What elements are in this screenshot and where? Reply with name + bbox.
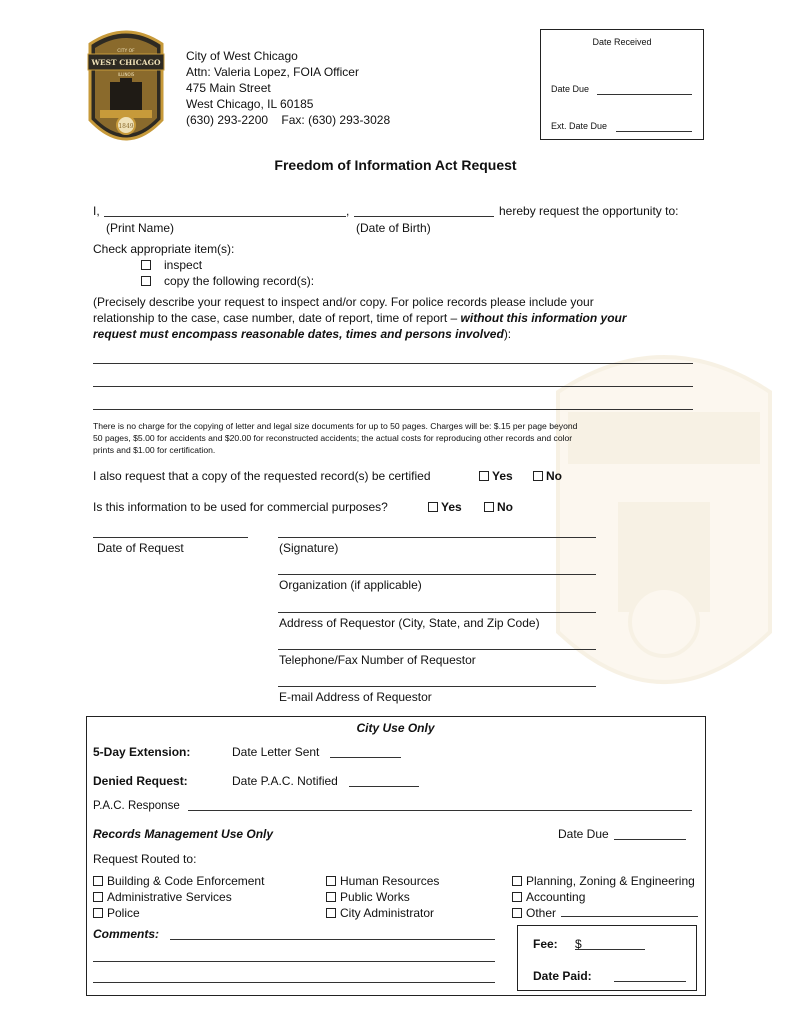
charges-text	[93, 420, 713, 456]
dept-admin-checkbox[interactable]	[93, 892, 103, 902]
describe-text	[93, 295, 713, 341]
certified-yes[interactable]	[479, 469, 513, 483]
dept-other-checkbox[interactable]	[512, 908, 522, 918]
dept-public-works-checkbox[interactable]	[326, 892, 336, 902]
signature-field[interactable]	[278, 537, 596, 538]
received-box	[540, 29, 704, 140]
dept-planning[interactable]	[512, 874, 695, 888]
certified-yes-checkbox[interactable]	[479, 471, 489, 481]
ext-date-due-field[interactable]	[616, 131, 692, 132]
pac-notified-field[interactable]	[349, 786, 419, 787]
dob-label: (Date of Birth)	[356, 221, 431, 235]
dept-admin-label: Administrative Services	[107, 890, 232, 904]
dept-accounting-checkbox[interactable]	[512, 892, 522, 902]
dept-public-works-label: Public Works	[340, 890, 410, 904]
inspect-label: inspect	[164, 258, 203, 272]
date-due-field[interactable]	[597, 94, 692, 95]
dept-building-label: Building & Code Enforcement	[107, 874, 265, 888]
certified-no-checkbox[interactable]	[533, 471, 543, 481]
check-label: Check appropriate item(s):	[93, 242, 235, 256]
charges-line2: 50 pages, $5.00 for accidents and $20.00 for reconstructed accidents; the actual costs for reproducing other records and color	[93, 433, 573, 443]
watermark-logo	[548, 332, 780, 712]
copy-label: copy the following record(s):	[164, 274, 315, 288]
certified-no-label: No	[546, 469, 562, 483]
dept-other-field[interactable]	[561, 916, 698, 917]
pac-notified-label: Date P.A.C. Notified	[232, 774, 338, 788]
describe-line1: (Precisely describe your request to inspect and/or copy. For police records please include your	[93, 295, 594, 309]
request-comma: ,	[346, 204, 350, 218]
date-paid-field[interactable]	[614, 981, 686, 982]
dept-other[interactable]	[512, 906, 695, 920]
dept-other-label: Other	[526, 906, 557, 920]
date-due-label: Date Due	[551, 84, 590, 94]
describe-line2b: without this information your	[460, 311, 627, 325]
certified-yes-label: Yes	[492, 469, 513, 483]
certified-no[interactable]	[533, 469, 562, 483]
logo-line1: CITY OF	[117, 49, 135, 54]
records-heading: Records Management Use Only	[93, 827, 274, 841]
dept-hr-checkbox[interactable]	[326, 876, 336, 886]
description-line-2[interactable]	[93, 386, 693, 387]
dept-planning-checkbox[interactable]	[512, 876, 522, 886]
dept-col-1	[93, 874, 264, 920]
commercial-question: Is this information to be used for commercial purposes?	[93, 500, 388, 514]
copy-option[interactable]	[141, 274, 314, 288]
dept-accounting[interactable]	[512, 890, 695, 904]
request-suffix: hereby request the opportunity to:	[499, 204, 679, 218]
ext-date-due-label: Ext. Date Due	[551, 121, 608, 131]
request-prefix: I,	[93, 204, 100, 218]
inspect-option[interactable]	[141, 258, 202, 272]
dept-building[interactable]	[93, 874, 264, 888]
fee-field[interactable]	[575, 949, 645, 950]
dept-public-works[interactable]	[326, 890, 439, 904]
dept-police[interactable]	[93, 906, 264, 920]
describe-line3b: ):	[503, 327, 512, 341]
copy-checkbox[interactable]	[141, 276, 151, 286]
dept-col-3	[512, 874, 695, 920]
pac-response-label: P.A.C. Response	[93, 800, 180, 812]
dept-col-2	[326, 874, 439, 920]
dept-building-checkbox[interactable]	[93, 876, 103, 886]
pac-response-field[interactable]	[188, 810, 692, 811]
date-of-request-label: Date of Request	[97, 541, 184, 555]
telephone-label: Telephone/Fax Number of Requestor	[279, 653, 476, 667]
comments-line-2[interactable]	[93, 961, 495, 962]
comments-line-3[interactable]	[93, 982, 495, 983]
telephone-field[interactable]	[278, 649, 596, 650]
address-label: Address of Requestor (City, State, and Zip Code)	[279, 616, 540, 630]
email-field[interactable]	[278, 686, 596, 687]
address-street: 475 Main Street	[186, 81, 271, 95]
dept-police-checkbox[interactable]	[93, 908, 103, 918]
email-label: E-mail Address of Requestor	[279, 690, 432, 704]
signature-label: (Signature)	[279, 541, 339, 555]
dept-city-admin[interactable]	[326, 906, 439, 920]
date-paid-label: Date Paid:	[533, 969, 592, 983]
commercial-yes-label: Yes	[441, 500, 462, 514]
dept-accounting-label: Accounting	[526, 890, 586, 904]
inspect-checkbox[interactable]	[141, 260, 151, 270]
extension-label: 5-Day Extension:	[93, 745, 191, 759]
certified-question: I also request that a copy of the requested record(s) be certified	[93, 469, 431, 483]
commercial-no-checkbox[interactable]	[484, 502, 494, 512]
commercial-yes[interactable]	[428, 500, 462, 514]
letter-sent-field[interactable]	[330, 757, 401, 758]
fee-label: Fee:	[533, 937, 558, 951]
commercial-yes-checkbox[interactable]	[428, 502, 438, 512]
fee-value: $	[575, 937, 582, 951]
address-city-state-zip: West Chicago, IL 60185	[186, 97, 314, 111]
commercial-no-label: No	[497, 500, 513, 514]
city-logo	[86, 24, 166, 148]
organization-field[interactable]	[278, 574, 596, 575]
describe-line3a: request must encompass reasonable dates, times and persons involved	[93, 327, 504, 341]
records-date-due-field[interactable]	[614, 839, 686, 840]
dept-planning-label: Planning, Zoning & Engineering	[526, 874, 695, 888]
records-date-due-label: Date Due	[558, 827, 609, 841]
print-name-field[interactable]	[104, 216, 346, 217]
address-field[interactable]	[278, 612, 596, 613]
logo-line2: WEST CHICAGO	[91, 58, 161, 67]
logo-line3: ILLINOIS	[117, 72, 135, 77]
description-line-1[interactable]	[93, 363, 693, 364]
dept-city-admin-checkbox[interactable]	[326, 908, 336, 918]
organization-label: Organization (if applicable)	[279, 578, 422, 592]
description-line-3[interactable]	[93, 409, 693, 410]
dept-hr-label: Human Resources	[340, 874, 440, 888]
routed-label: Request Routed to:	[93, 852, 197, 866]
letter-sent-label: Date Letter Sent	[232, 745, 320, 759]
comments-line-1[interactable]	[170, 939, 495, 940]
address-block	[186, 49, 446, 127]
dept-hr[interactable]	[326, 874, 439, 888]
date-of-birth-field[interactable]	[354, 216, 494, 217]
comments-label: Comments:	[93, 927, 160, 941]
address-attn: Attn: Valeria Lopez, FOIA Officer	[186, 65, 359, 79]
charges-line3: prints and $1.00 for certification.	[93, 445, 216, 455]
logo-year: 1849	[118, 123, 134, 130]
date-received-label: Date Received	[592, 37, 652, 47]
form-title: Freedom of Information Act Request	[274, 157, 517, 173]
dept-city-admin-label: City Administrator	[340, 906, 435, 920]
address-phone: (630) 293-2200 Fax: (630) 293-3028	[186, 113, 391, 127]
describe-line2a: relationship to the case, case number, date of report, time of report –	[93, 311, 461, 325]
address-city: City of West Chicago	[186, 49, 298, 63]
dept-admin[interactable]	[93, 890, 264, 904]
commercial-no[interactable]	[484, 500, 513, 514]
city-use-heading: City Use Only	[356, 721, 435, 735]
date-of-request-field[interactable]	[93, 537, 248, 538]
dept-police-label: Police	[107, 906, 140, 920]
denied-label: Denied Request:	[93, 774, 188, 788]
charges-line1: There is no charge for the copying of letter and legal size documents for up to 50 pages. Charges will be: $.15 per page beyond	[93, 421, 578, 431]
print-name-label: (Print Name)	[106, 221, 175, 235]
